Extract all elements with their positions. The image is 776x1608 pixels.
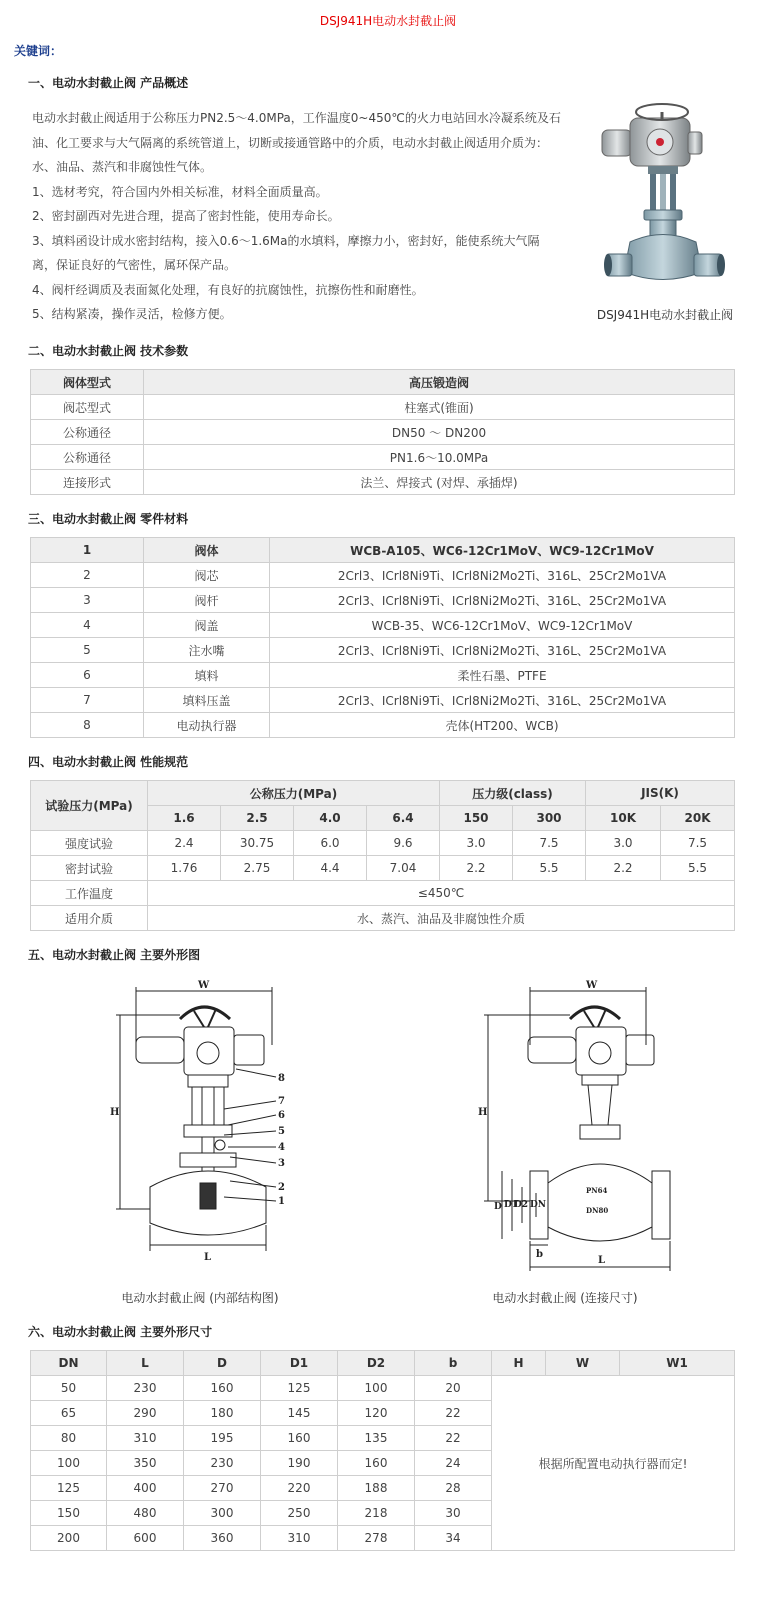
table-cell: 2Crl3、ICrl8Ni9Ti、ICrl8Ni2Mo2Ti、316L、25Cr2Mo1VA [270,588,735,613]
table-cell: 360 [184,1526,261,1551]
table-header-cell: 4.0 [294,806,367,831]
table-cell: 4 [31,613,144,638]
table-cell: 7.5 [661,831,735,856]
jis-header: JIS(K) [586,781,735,806]
table-cell: 100 [31,1451,107,1476]
table-cell: 8 [31,713,144,738]
intro-point-1: 1、选材考究，符合国内外相关标准，材料全面质量高。 [32,184,328,199]
table-cell: 190 [261,1451,338,1476]
table-header-row [31,370,735,395]
table-header-cell: L [107,1351,184,1376]
table-header-cell: 6.4 [367,806,440,831]
table-cell: 30 [415,1501,492,1526]
table-cell: 1.76 [148,856,221,881]
table-cell: 填料 [144,663,270,688]
table-cell: 278 [338,1526,415,1551]
body-dn-mark: DN80 [586,1206,609,1215]
dim-label-d: D [494,1202,502,1212]
table-cell: 160 [338,1451,415,1476]
table-cell: 600 [107,1526,184,1551]
internal-structure-drawing [100,975,310,1275]
table-cell: 柱塞式(锥面) [144,395,735,420]
section-heading-drawings: 五、电动水封截止阀 主要外形图 [28,948,201,962]
table-cell: 壳体(HT200、WCB) [270,713,735,738]
table-header-row [31,538,735,563]
table-header-cell: 高压锻造阀 [144,370,735,395]
table-row [31,445,735,470]
table-row [31,395,735,420]
table-cell: 28 [415,1476,492,1501]
table-cell: 2 [31,563,144,588]
table-cell: 2.4 [148,831,221,856]
part-number-label: 3 [278,1158,285,1169]
table-cell: 250 [261,1501,338,1526]
table-cell: 6.0 [294,831,367,856]
table-cell: 公称通径 [31,445,144,470]
keywords-label: 关键词： [14,44,63,58]
table-cell: 3.0 [440,831,513,856]
table-cell: 6 [31,663,144,688]
table-cell: 连接形式 [31,470,144,495]
table-cell: 20 [415,1376,492,1401]
table-cell: 480 [107,1501,184,1526]
table-row [31,906,735,931]
table-cell: 4.4 [294,856,367,881]
table-cell: 120 [338,1401,415,1426]
table-cell: 7.04 [367,856,440,881]
intro-text [32,106,562,327]
table-cell: 2Crl3、ICrl8Ni9Ti、ICrl8Ni2Mo2Ti、316L、25Cr2Mo1VA [270,563,735,588]
table-cell: 30.75 [221,831,294,856]
table-cell: 3 [31,588,144,613]
dim-label-w: W [586,980,598,991]
table-row [31,420,735,445]
table-cell: 350 [107,1451,184,1476]
table-header-cell: b [415,1351,492,1376]
table-header-cell: 阀体型式 [31,370,144,395]
dim-label-h: H [478,1107,488,1118]
table-cell: 160 [184,1376,261,1401]
table-row [31,470,735,495]
table-header-row [31,781,735,806]
table-cell: 145 [261,1401,338,1426]
table-cell: 218 [338,1501,415,1526]
table-cell: 150 [31,1501,107,1526]
pressure-class-header: 压力级(class) [440,781,586,806]
table-row [31,713,735,738]
dim-label-l: L [204,1252,212,1263]
table-cell: 阀杆 [144,588,270,613]
table-header-cell: 阀体 [144,538,270,563]
connection-dimensions-caption: 电动水封截止阀 (连接尺寸) [492,1291,638,1305]
intro-point-3: 3、填料函设计成水密封结构，接入0.6～1.6Ma的水填料，摩擦力小，密封好，能使系统大气隔离，保证良好的气密性，属环保产品。 [32,233,540,272]
table-header-cell: 20K [661,806,735,831]
table-cell: 2.75 [221,856,294,881]
table-cell: 65 [31,1401,107,1426]
table-cell: 230 [107,1376,184,1401]
section-heading-materials: 三、电动水封截止阀 零件材料 [28,512,189,526]
table-header-cell: WCB-A105、WC6-12Cr1MoV、WC9-12Cr1MoV [270,538,735,563]
part-number-label: 7 [278,1096,285,1107]
table-cell: 7.5 [513,831,586,856]
table-row [31,688,735,713]
connection-dimensions-drawing [470,975,690,1275]
table-cell: 5.5 [661,856,735,881]
section-heading-performance: 四、电动水封截止阀 性能规范 [28,755,189,769]
part-number-label: 8 [278,1073,285,1084]
table-cell: 125 [261,1376,338,1401]
dim-label-h: H [110,1107,120,1118]
table-cell: 270 [184,1476,261,1501]
table-cell: 22 [415,1401,492,1426]
table-cell: 22 [415,1426,492,1451]
table-cell: ≤450℃ [148,881,735,906]
table-cell: 2Crl3、ICrl8Ni9Ti、ICrl8Ni2Mo2Ti、316L、25Cr2Mo1VA [270,688,735,713]
dimensions-table [30,1350,735,1551]
table-cell: WCB-35、WC6-12Cr1MoV、WC9-12Cr1MoV [270,613,735,638]
table-cell: 强度试验 [31,831,148,856]
table-cell: 3.0 [586,831,661,856]
table-cell: 7 [31,688,144,713]
table-cell: 80 [31,1426,107,1451]
nominal-pressure-header: 公称压力(MPa) [148,781,440,806]
intro-point-5: 5、结构紧凑，操作灵活，检修方便。 [32,307,232,321]
table-cell: 34 [415,1526,492,1551]
section-heading-tech-params: 二、电动水封截止阀 技术参数 [28,344,189,358]
table-row [31,856,735,881]
table-header-cell: 300 [513,806,586,831]
table-cell: 160 [261,1426,338,1451]
dim-label-d2: D2 [514,1200,529,1210]
performance-table [30,780,735,931]
table-cell: 24 [415,1451,492,1476]
table-header-cell: W [546,1351,620,1376]
table-cell: 5 [31,638,144,663]
table-cell: 50 [31,1376,107,1401]
table-cell: 工作温度 [31,881,148,906]
table-header-cell: D1 [261,1351,338,1376]
dim-label-l: L [598,1255,606,1266]
table-header-cell: H [492,1351,546,1376]
table-cell: 195 [184,1426,261,1451]
table-cell: 300 [184,1501,261,1526]
table-cell: 200 [31,1526,107,1551]
table-row [31,1376,735,1401]
table-row [31,831,735,856]
table-row [31,588,735,613]
table-cell: 310 [107,1426,184,1451]
internal-structure-caption: 电动水封截止阀 (内部结构图) [121,1291,279,1305]
table-row [31,613,735,638]
table-cell: 密封试验 [31,856,148,881]
section-heading-dimensions: 六、电动水封截止阀 主要外形尺寸 [28,1325,213,1339]
table-cell: 310 [261,1526,338,1551]
table-cell: 125 [31,1476,107,1501]
table-cell: 阀盖 [144,613,270,638]
part-number-label: 2 [278,1182,285,1193]
test-pressure-header: 试验压力(MPa) [31,781,148,831]
table-cell: 2.2 [440,856,513,881]
table-cell: 2.2 [586,856,661,881]
dim-label-d1: D1 [504,1200,519,1210]
part-number-label: 4 [278,1142,285,1153]
table-cell: 230 [184,1451,261,1476]
table-cell: 188 [338,1476,415,1501]
table-cell: 400 [107,1476,184,1501]
table-row [31,563,735,588]
actuator-note-cell: 根据所配置电动执行器而定! [492,1376,735,1551]
part-number-label: 6 [278,1110,285,1121]
table-row [31,881,735,906]
tech-params-table [30,369,735,495]
table-header-cell: W1 [620,1351,735,1376]
table-cell: 9.6 [367,831,440,856]
table-cell: 135 [338,1426,415,1451]
table-cell: 柔性石墨、PTFE [270,663,735,688]
table-cell: 适用介质 [31,906,148,931]
table-cell: 180 [184,1401,261,1426]
dim-label-b: b [536,1249,543,1260]
table-cell: 注水嘴 [144,638,270,663]
dim-label-dn: DN [530,1200,547,1210]
table-cell: 电动执行器 [144,713,270,738]
dim-label-w: W [198,980,210,991]
table-header-cell: 10K [586,806,661,831]
table-header-cell: 1 [31,538,144,563]
table-header-cell: 150 [440,806,513,831]
table-header-cell: DN [31,1351,107,1376]
page-title: DSJ941H电动水封截止阀 [319,14,457,28]
table-row [31,663,735,688]
table-header-cell: 2.5 [221,806,294,831]
table-cell: 100 [338,1376,415,1401]
body-pn-mark: PN64 [586,1186,608,1195]
photo-caption: DSJ941H电动水封截止阀 [596,308,734,322]
table-header-cell: 1.6 [148,806,221,831]
table-header-cell: D2 [338,1351,415,1376]
table-cell: 2Crl3、ICrl8Ni9Ti、ICrl8Ni2Mo2Ti、316L、25Cr2Mo1VA [270,638,735,663]
part-number-label: 5 [278,1126,285,1137]
section-heading-overview: 一、电动水封截止阀 产品概述 [28,76,189,90]
table-cell: 公称通径 [31,420,144,445]
table-cell: DN50 ～ DN200 [144,420,735,445]
part-number-label: 1 [278,1196,285,1207]
table-cell: PN1.6～10.0MPa [144,445,735,470]
table-cell: 5.5 [513,856,586,881]
valve-photo [590,92,740,292]
materials-table [30,537,735,738]
table-header-cell: D [184,1351,261,1376]
table-header-row [31,1351,735,1376]
table-cell: 220 [261,1476,338,1501]
table-row [31,638,735,663]
table-cell: 法兰、焊接式 (对焊、承插焊) [144,470,735,495]
table-cell: 水、蒸汽、油品及非腐蚀性介质 [148,906,735,931]
table-cell: 阀芯型式 [31,395,144,420]
intro-paragraph: 电动水封截止阀适用于公称压力PN2.5～4.0MPa，工作温度0~450℃的火力电站回水冷凝系统及石油、化工要求与大气隔离的系统管道上，切断或接通管路中的介质，电动水封截止阀适用介质为：水、油品、蒸汽和非腐蚀性气体。 [32,111,561,174]
table-cell: 填料压盖 [144,688,270,713]
intro-point-2: 2、密封副西对先进合理，提高了密封性能，使用寿命长。 [32,209,340,223]
table-cell: 290 [107,1401,184,1426]
intro-point-4: 4、阀杆经调质及表面氮化处理，有良好的抗腐蚀性，抗擦伤性和耐磨性。 [32,282,424,297]
table-cell: 阀芯 [144,563,270,588]
